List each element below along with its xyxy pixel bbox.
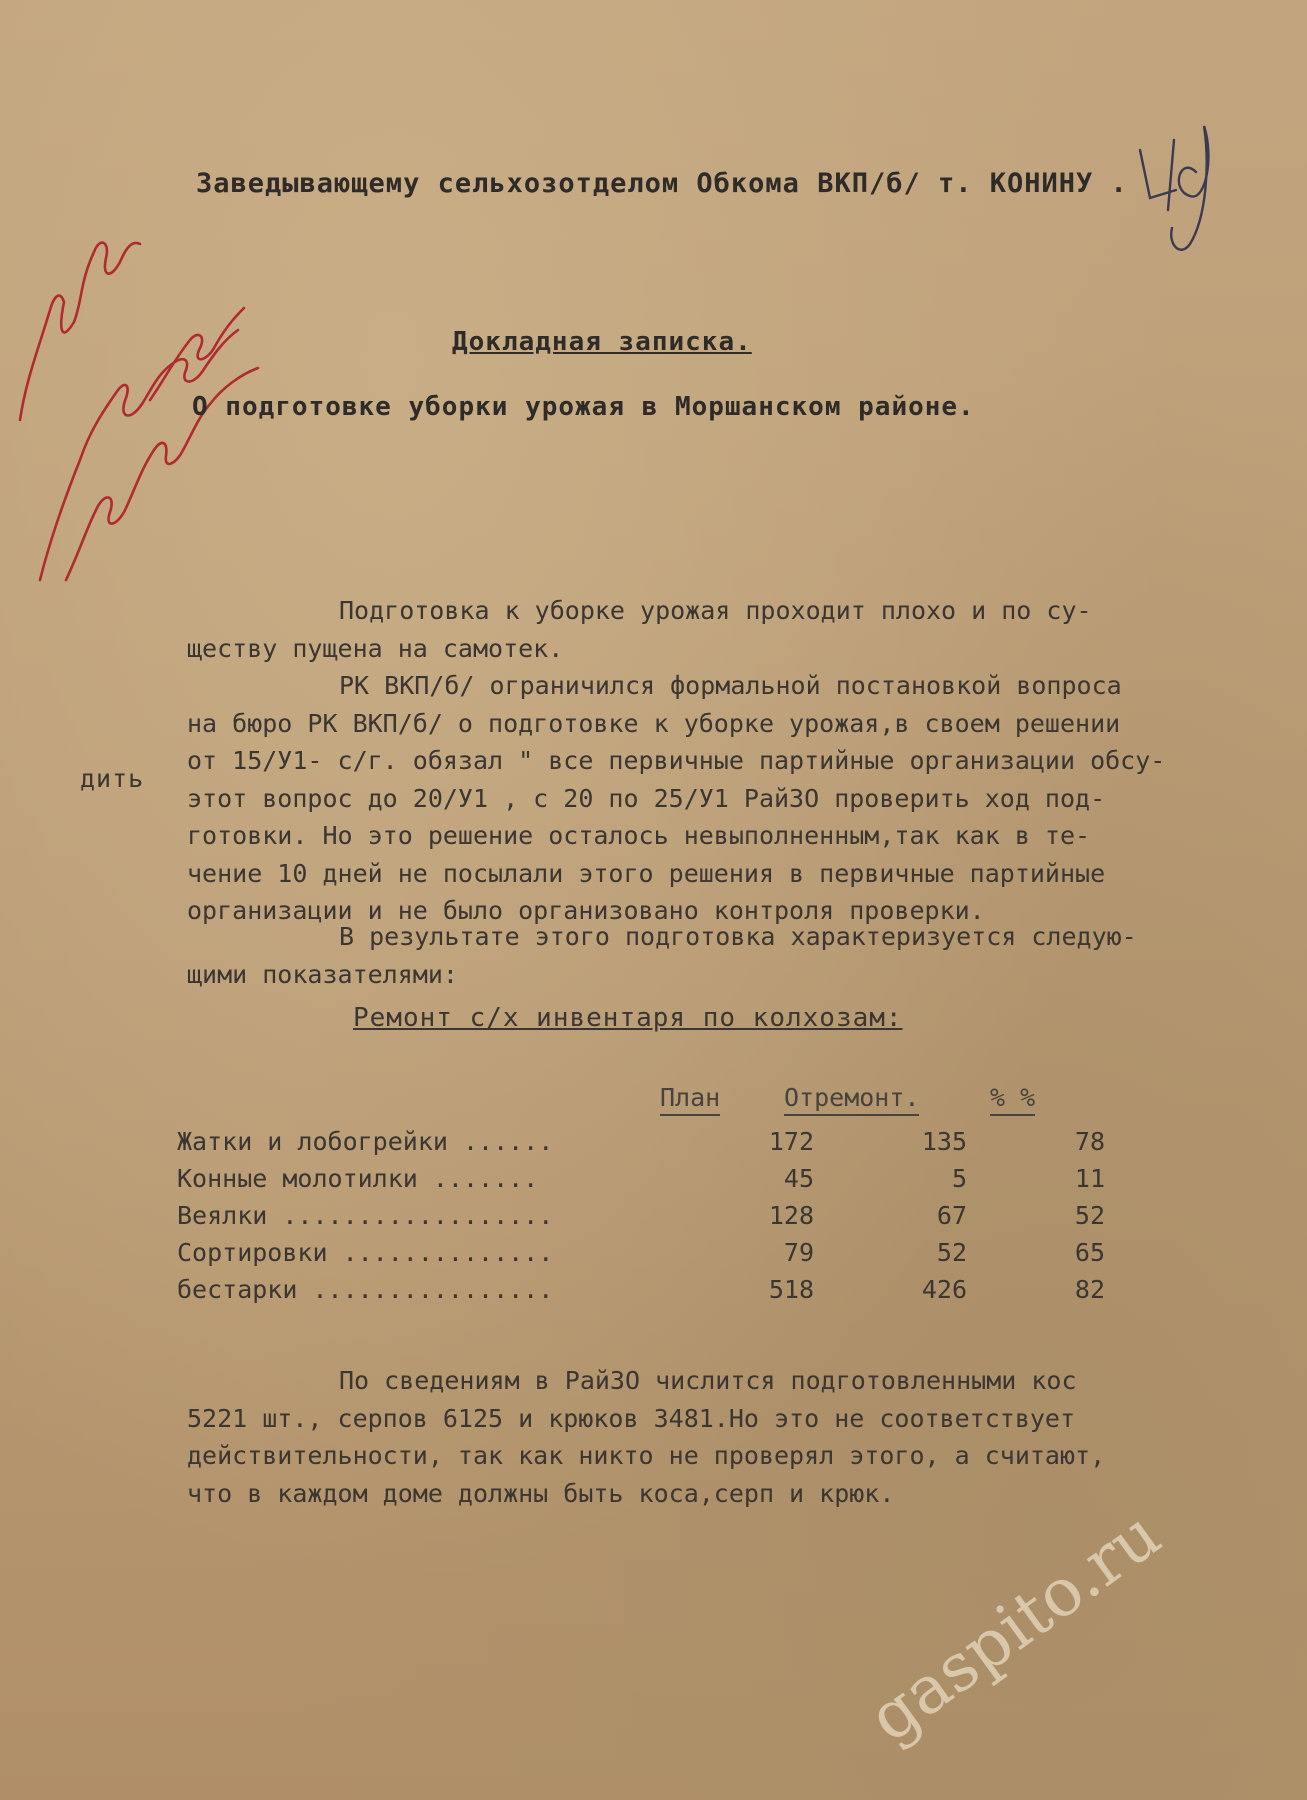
- paragraph-line: этот вопрос до 20/У1 , с 20 по 25/У1 РайЗО проверить ход под-: [187, 783, 1106, 813]
- row-percent: 52: [1074, 1201, 1105, 1230]
- column-header-plan: План: [660, 1083, 720, 1116]
- paragraph-line: ществу пущена на самотек.: [187, 633, 564, 663]
- paragraph-line: чение 10 дней не посылали этого решения в первичные партийные: [187, 858, 1106, 888]
- row-percent: 65: [1074, 1238, 1105, 1267]
- document-subject: О подготовке уборки урожая в Моршанском районе.: [192, 392, 975, 422]
- row-name: Конные молотилки .......: [177, 1164, 539, 1193]
- row-name: Жатки и лобогрейки ......: [177, 1127, 554, 1156]
- row-name: Сортировки ..............: [177, 1238, 554, 1267]
- row-percent: 82: [1074, 1275, 1105, 1304]
- row-plan: 128: [768, 1201, 814, 1230]
- document-title: Докладная записка.: [452, 327, 752, 357]
- red-note-stroke-1: [20, 243, 140, 420]
- paragraph-3: [187, 918, 1247, 993]
- closing-paragraph: [187, 1362, 1247, 1512]
- row-repaired: 52: [936, 1238, 967, 1267]
- paragraph-line: Подготовка к уборке урожая проходит плохо и по су-: [339, 596, 1092, 625]
- table-row: [177, 1127, 1127, 1164]
- paragraph-line: от 15/У1- с/г. обязал " все первичные партийные организации обсу-: [187, 746, 1166, 775]
- paragraph-line: По сведениям в РайЗО числится подготовленными кос: [339, 1366, 1077, 1395]
- table-heading: Ремонт с/х инвентаря по колхозам:: [353, 1003, 903, 1033]
- paragraph-line: что в каждом доме должны быть коса,серп и крюк.: [187, 1478, 895, 1508]
- row-plan: 172: [768, 1127, 814, 1156]
- red-note-stroke-4: [150, 308, 244, 400]
- row-name: Веялки ..................: [177, 1201, 554, 1230]
- margin-note: дить: [80, 764, 145, 793]
- row-name: бестарки ................: [177, 1275, 554, 1304]
- row-repaired: 426: [921, 1275, 967, 1304]
- addressee-line: Заведывающему сельхозотделом Обкома ВКП/б/ т. КОНИНУ .: [196, 168, 1128, 199]
- column-header-repaired: Отремонт.: [784, 1083, 919, 1116]
- paragraph-line: действительности, так как никто не проверял этого, а считают,: [187, 1441, 1106, 1470]
- paragraph-line: организации и не было организовано контроля проверки.: [187, 896, 985, 925]
- paragraph-line: В результате этого подготовка характеризуется следую-: [339, 922, 1137, 951]
- handwritten-resolution: [0, 0, 1307, 620]
- row-plan: 45: [783, 1164, 814, 1193]
- paragraph-line: РК ВКП/б/ ограничился формальной постановкой вопроса: [339, 671, 1122, 700]
- row-plan: 79: [783, 1238, 814, 1267]
- paragraph-line: 5221 шт., серпов 6125 и крюков 3481.Но это не соответствует: [187, 1403, 1076, 1433]
- paragraph-line: готовки. Но это решение осталось невыполненным,так как в те-: [187, 821, 1091, 850]
- watermark: gaspito.ru: [854, 1495, 1175, 1757]
- row-repaired: 135: [921, 1127, 967, 1156]
- paragraph-line: щими показателями:: [187, 959, 458, 989]
- paragraph-2: [187, 667, 1247, 930]
- row-plan: 518: [768, 1275, 814, 1304]
- table-row: [177, 1275, 1127, 1312]
- paragraph-1: [187, 592, 1247, 667]
- red-note-stroke-2: [40, 330, 238, 580]
- row-repaired: 5: [951, 1164, 967, 1193]
- column-header-percent: % %: [990, 1083, 1035, 1116]
- row-percent: 78: [1074, 1127, 1105, 1156]
- row-percent: 11: [1074, 1164, 1105, 1193]
- table-row: [177, 1201, 1127, 1238]
- table-row: [177, 1164, 1127, 1201]
- row-repaired: 67: [936, 1201, 967, 1230]
- paragraph-line: на бюро РК ВКП/б/ о подготовке к уборке урожая,в своем решении: [187, 708, 1121, 738]
- table-row: [177, 1238, 1127, 1275]
